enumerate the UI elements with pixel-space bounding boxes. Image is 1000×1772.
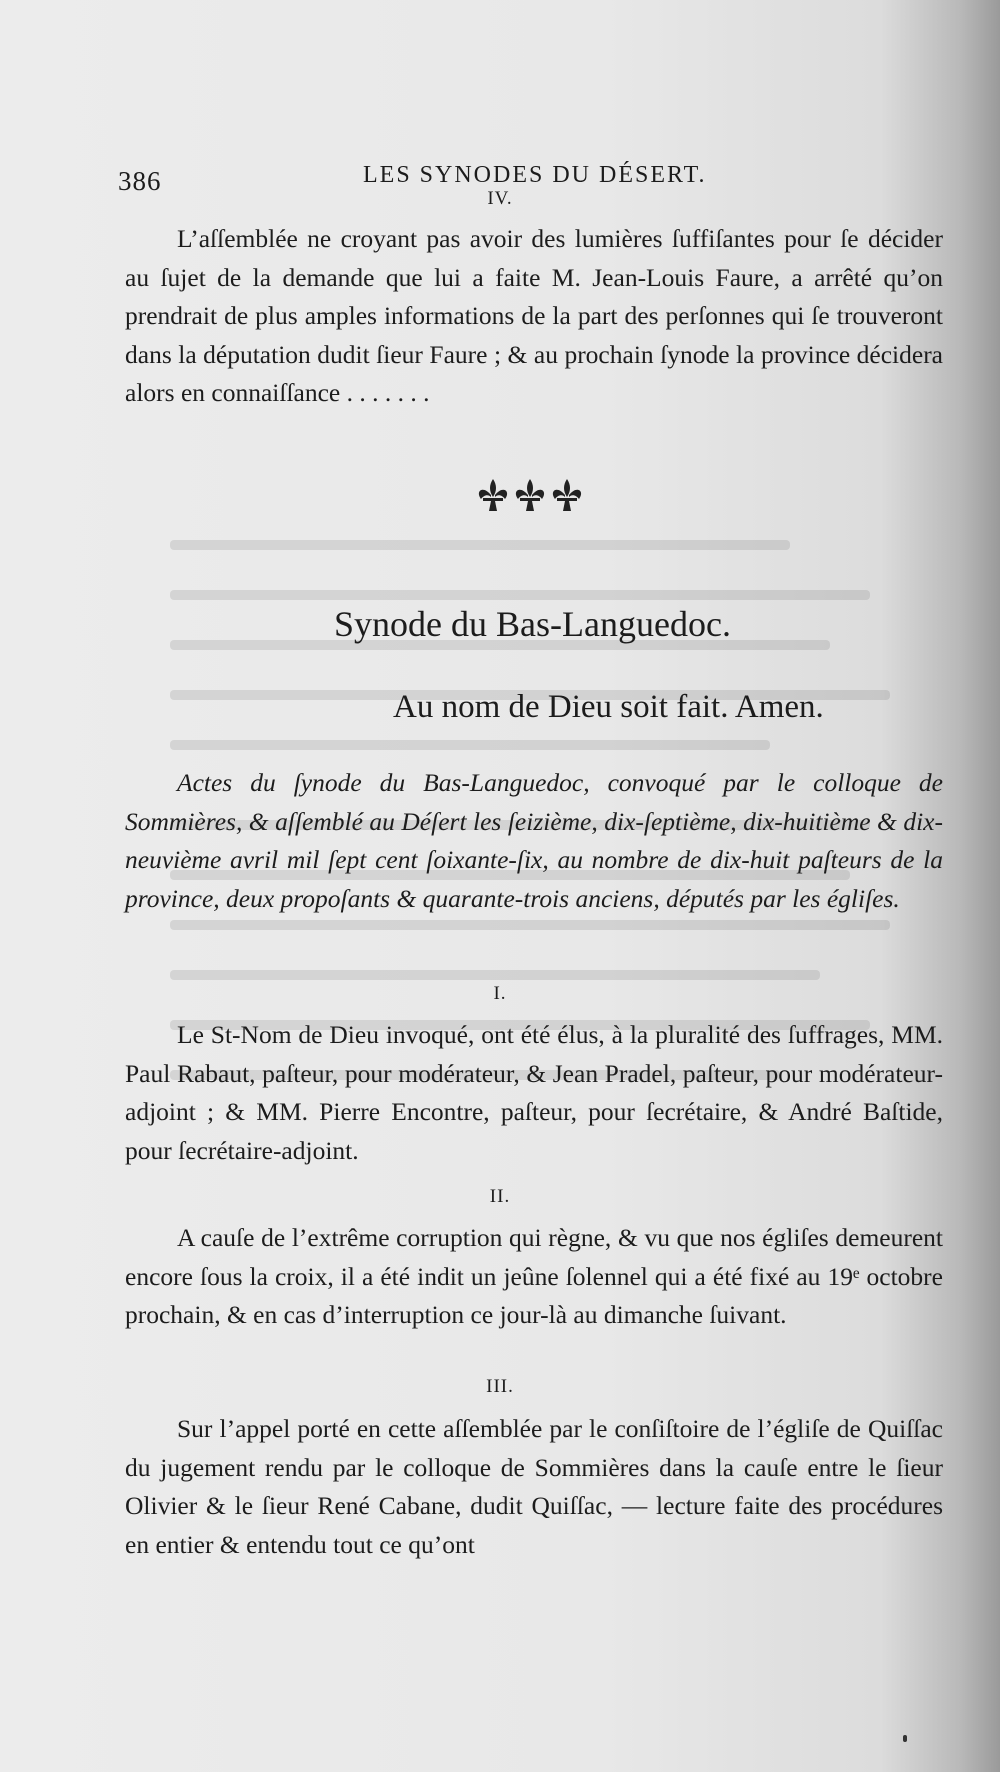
article-iii [125, 1410, 943, 1564]
paragraph-text: L’aſſemblée ne croyant pas avoir des lumières ſuffiſantes pour ſe décider au ſujet de la demande que lui a faite M. Jean-Louis Faure, a arrêté qu’on prendrait de plus amples informations de la part des perſonnes qui ſe trouveront dans la députation dudit ſieur Faure ; & au prochain ſynode la province décidera alors en connaiſſance . . . . . . . [125, 224, 943, 407]
article-number: III. [486, 1376, 514, 1397]
paragraph-iv [125, 220, 943, 413]
invocation: Au nom de Dieu soit fait. Amen. [393, 689, 824, 725]
article-number: II. [489, 1186, 511, 1207]
article-i [125, 1016, 943, 1170]
fleur-de-lis-ornament [475, 475, 585, 515]
acts-intro-text: Actes du ſynode du Bas-Languedoc, convoqué par le colloque de Sommières, & aſſemblé au Déſert les ſeizième, dix-ſeptième, dix-huitième & dix-neuvième avril mil ſept cent ſoixante-ſix, au nombre de dix-huit paſteurs de la province, deux propoſants & quarante-trois anciens, députés par les égliſes. [125, 768, 943, 913]
article-text: Sur l’appel porté en cette aſſemblée par le conſiſtoire de l’égliſe de Quiſſac du jugement rendu par le colloque de Sommières dans la cauſe entre le ſieur Olivier & le ſieur René Cabane, dudit Quiſſac, — lecture faite des procédures en entier & entendu tout ce qu’ont [125, 1414, 943, 1559]
page-number: 386 [118, 166, 162, 196]
article-text: Le St-Nom de Dieu invoqué, ont été élus, à la pluralité des ſuffrages, MM. Paul Rabaut, paſteur, pour modérateur, & Jean Pradel, paſteur, pour modérateur-adjoint ; & MM. Pierre Encontre, paſteur, pour ſecrétaire, & André Baſtide, pour ſecrétaire-adjoint. [125, 1020, 943, 1165]
acts-intro [125, 764, 943, 918]
article-text: A cauſe de l’extrême corruption qui règne, & vu que nos égliſes demeurent encore ſous la croix, il a été indit un jeûne ſolennel qui a été fixé au 19ᵉ octobre prochain, & en cas d’interruption ce jour-là au dimanche ſuivant. [125, 1223, 943, 1329]
synode-title: Synode du Bas-Languedoc. [334, 604, 731, 644]
running-title: LES SYNODES DU DÉSERT. [363, 162, 707, 188]
ink-speck [903, 1735, 907, 1742]
article-ii [125, 1219, 943, 1335]
article-number: I. [493, 983, 507, 1004]
section-number: IV. [487, 188, 513, 209]
